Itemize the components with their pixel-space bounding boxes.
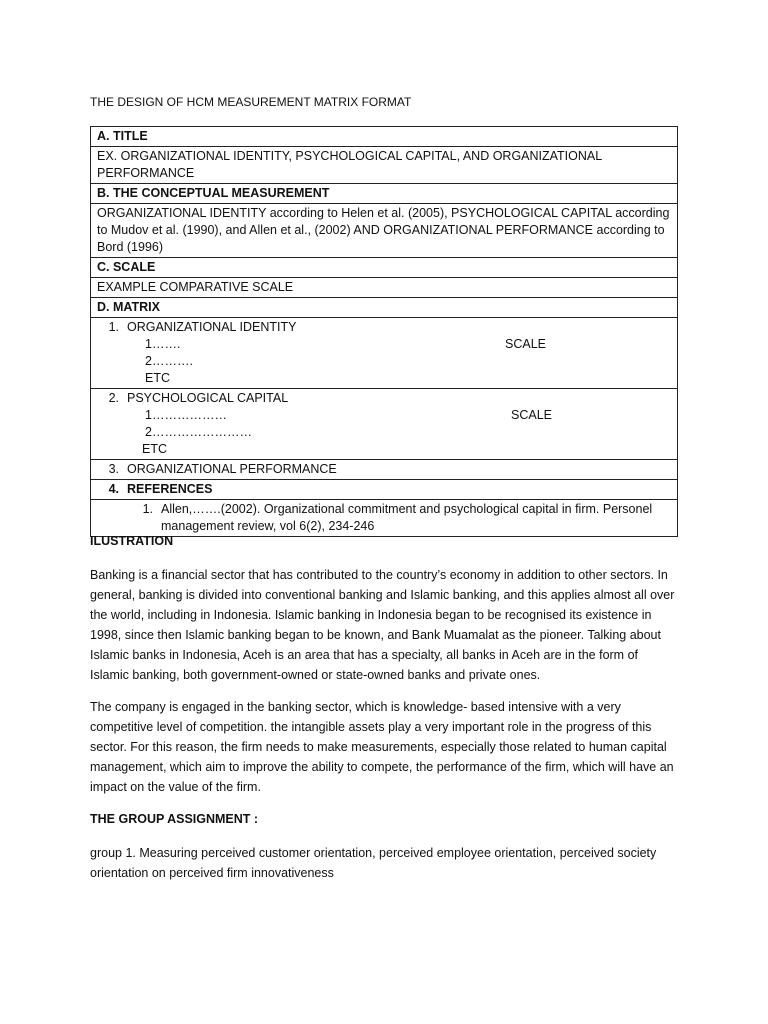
reference-text: Allen,…….(2002). Organizational commitment and psychological capital in firm. Personel management review, vol 6(2), 234-246 bbox=[161, 502, 653, 533]
illustration-paragraph-2: The company is engaged in the banking sector, which is knowledge- based intensive with a very competitive level of competition. the intangible assets play a very important role in the progress of this sector. For this reason, the firm needs to make measurements, especially those related to human capital management, which aim to improve the ability to compete, the performance of the firm, which will have an impact on the value of the firm. bbox=[90, 700, 674, 794]
section-b-title: B. THE CONCEPTUAL MEASUREMENT bbox=[91, 184, 678, 204]
item-number: 1. bbox=[108, 320, 119, 334]
item-line: 1……………… bbox=[145, 408, 227, 422]
illustration-heading: ILUSTRATION bbox=[90, 534, 174, 548]
item-etc: ETC bbox=[145, 371, 170, 385]
list-item bbox=[97, 407, 671, 424]
scale-label: SCALE bbox=[511, 408, 552, 422]
item-number: 4. bbox=[108, 482, 119, 496]
matrix-item-3 bbox=[91, 460, 678, 480]
matrix-item-1 bbox=[91, 318, 678, 389]
matrix-item-2 bbox=[91, 389, 678, 460]
item-label: REFERENCES bbox=[127, 482, 213, 496]
illustration-paragraph-1: Banking is a financial sector that has contributed to the country’s economy in addition to other sectors. In general, banking is divided into conventional banking and Islamic banking, and this applies almost all over the world, including in Indonesia. Islamic banking in Indonesia began to be recognised its existence in 1998, since then Islamic banking began to be known, and Bank Muamalat as the pioneer. Talking about Islamic banks in Indonesia, Aceh is an area that has a specialty, all banks in Aceh are in the form of Islamic banking, both government-owned or state-owned banks and private ones. bbox=[90, 568, 675, 682]
list-item bbox=[97, 390, 671, 407]
list-item bbox=[97, 461, 671, 478]
scale-label: SCALE bbox=[505, 337, 546, 351]
group-assignment-heading: THE GROUP ASSIGNMENT : bbox=[90, 812, 259, 826]
list-item bbox=[97, 336, 671, 353]
item-label: PSYCHOLOGICAL CAPITAL bbox=[127, 391, 289, 405]
reference-row bbox=[91, 500, 678, 537]
table-row bbox=[91, 389, 678, 460]
section-a-title: A. TITLE bbox=[91, 127, 678, 147]
table-row bbox=[91, 278, 678, 298]
section-c-title: C. SCALE bbox=[91, 258, 678, 278]
table-row bbox=[91, 184, 678, 204]
table-row bbox=[91, 460, 678, 480]
matrix-item-4 bbox=[91, 480, 678, 500]
table-row bbox=[91, 500, 678, 537]
table-row bbox=[91, 127, 678, 147]
section-d-title: D. MATRIX bbox=[91, 298, 678, 318]
table-row bbox=[91, 147, 678, 184]
item-label: ORGANIZATIONAL PERFORMANCE bbox=[127, 462, 337, 476]
section-a-example: EX. ORGANIZATIONAL IDENTITY, PSYCHOLOGICAL CAPITAL, AND ORGANIZATIONAL PERFORMANCE bbox=[91, 147, 678, 184]
document-title: THE DESIGN OF HCM MEASUREMENT MATRIX FORMAT bbox=[90, 95, 412, 109]
item-etc: ETC bbox=[142, 442, 167, 456]
item-number: 2. bbox=[108, 391, 119, 405]
reference-number: 1. bbox=[142, 502, 153, 516]
group-assignment-text: group 1. Measuring perceived customer orientation, perceived employee orientation, perceived society orientation on perceived firm innovativeness bbox=[90, 846, 657, 880]
table-row bbox=[91, 258, 678, 278]
section-b-text: ORGANIZATIONAL IDENTITY according to Helen et al. (2005), PSYCHOLOGICAL CAPITAL according to Mudov et al. (1990), and Allen et al., (2002) AND ORGANIZATIONAL PERFORMANCE according to Bord (1996) bbox=[91, 204, 678, 258]
table-row bbox=[91, 480, 678, 500]
measurement-matrix-table bbox=[90, 126, 678, 537]
table-row bbox=[91, 298, 678, 318]
reference-item bbox=[97, 501, 671, 535]
item-label: ORGANIZATIONAL IDENTITY bbox=[127, 320, 297, 334]
list-item bbox=[97, 481, 671, 498]
section-c-example: EXAMPLE COMPARATIVE SCALE bbox=[91, 278, 678, 298]
item-line: 1……. bbox=[145, 337, 181, 351]
list-item bbox=[97, 319, 671, 336]
item-number: 3. bbox=[108, 462, 119, 476]
table-row bbox=[91, 204, 678, 258]
table-row bbox=[91, 318, 678, 389]
item-line: 2………. bbox=[145, 354, 193, 368]
item-line: 2…………………… bbox=[145, 425, 252, 439]
